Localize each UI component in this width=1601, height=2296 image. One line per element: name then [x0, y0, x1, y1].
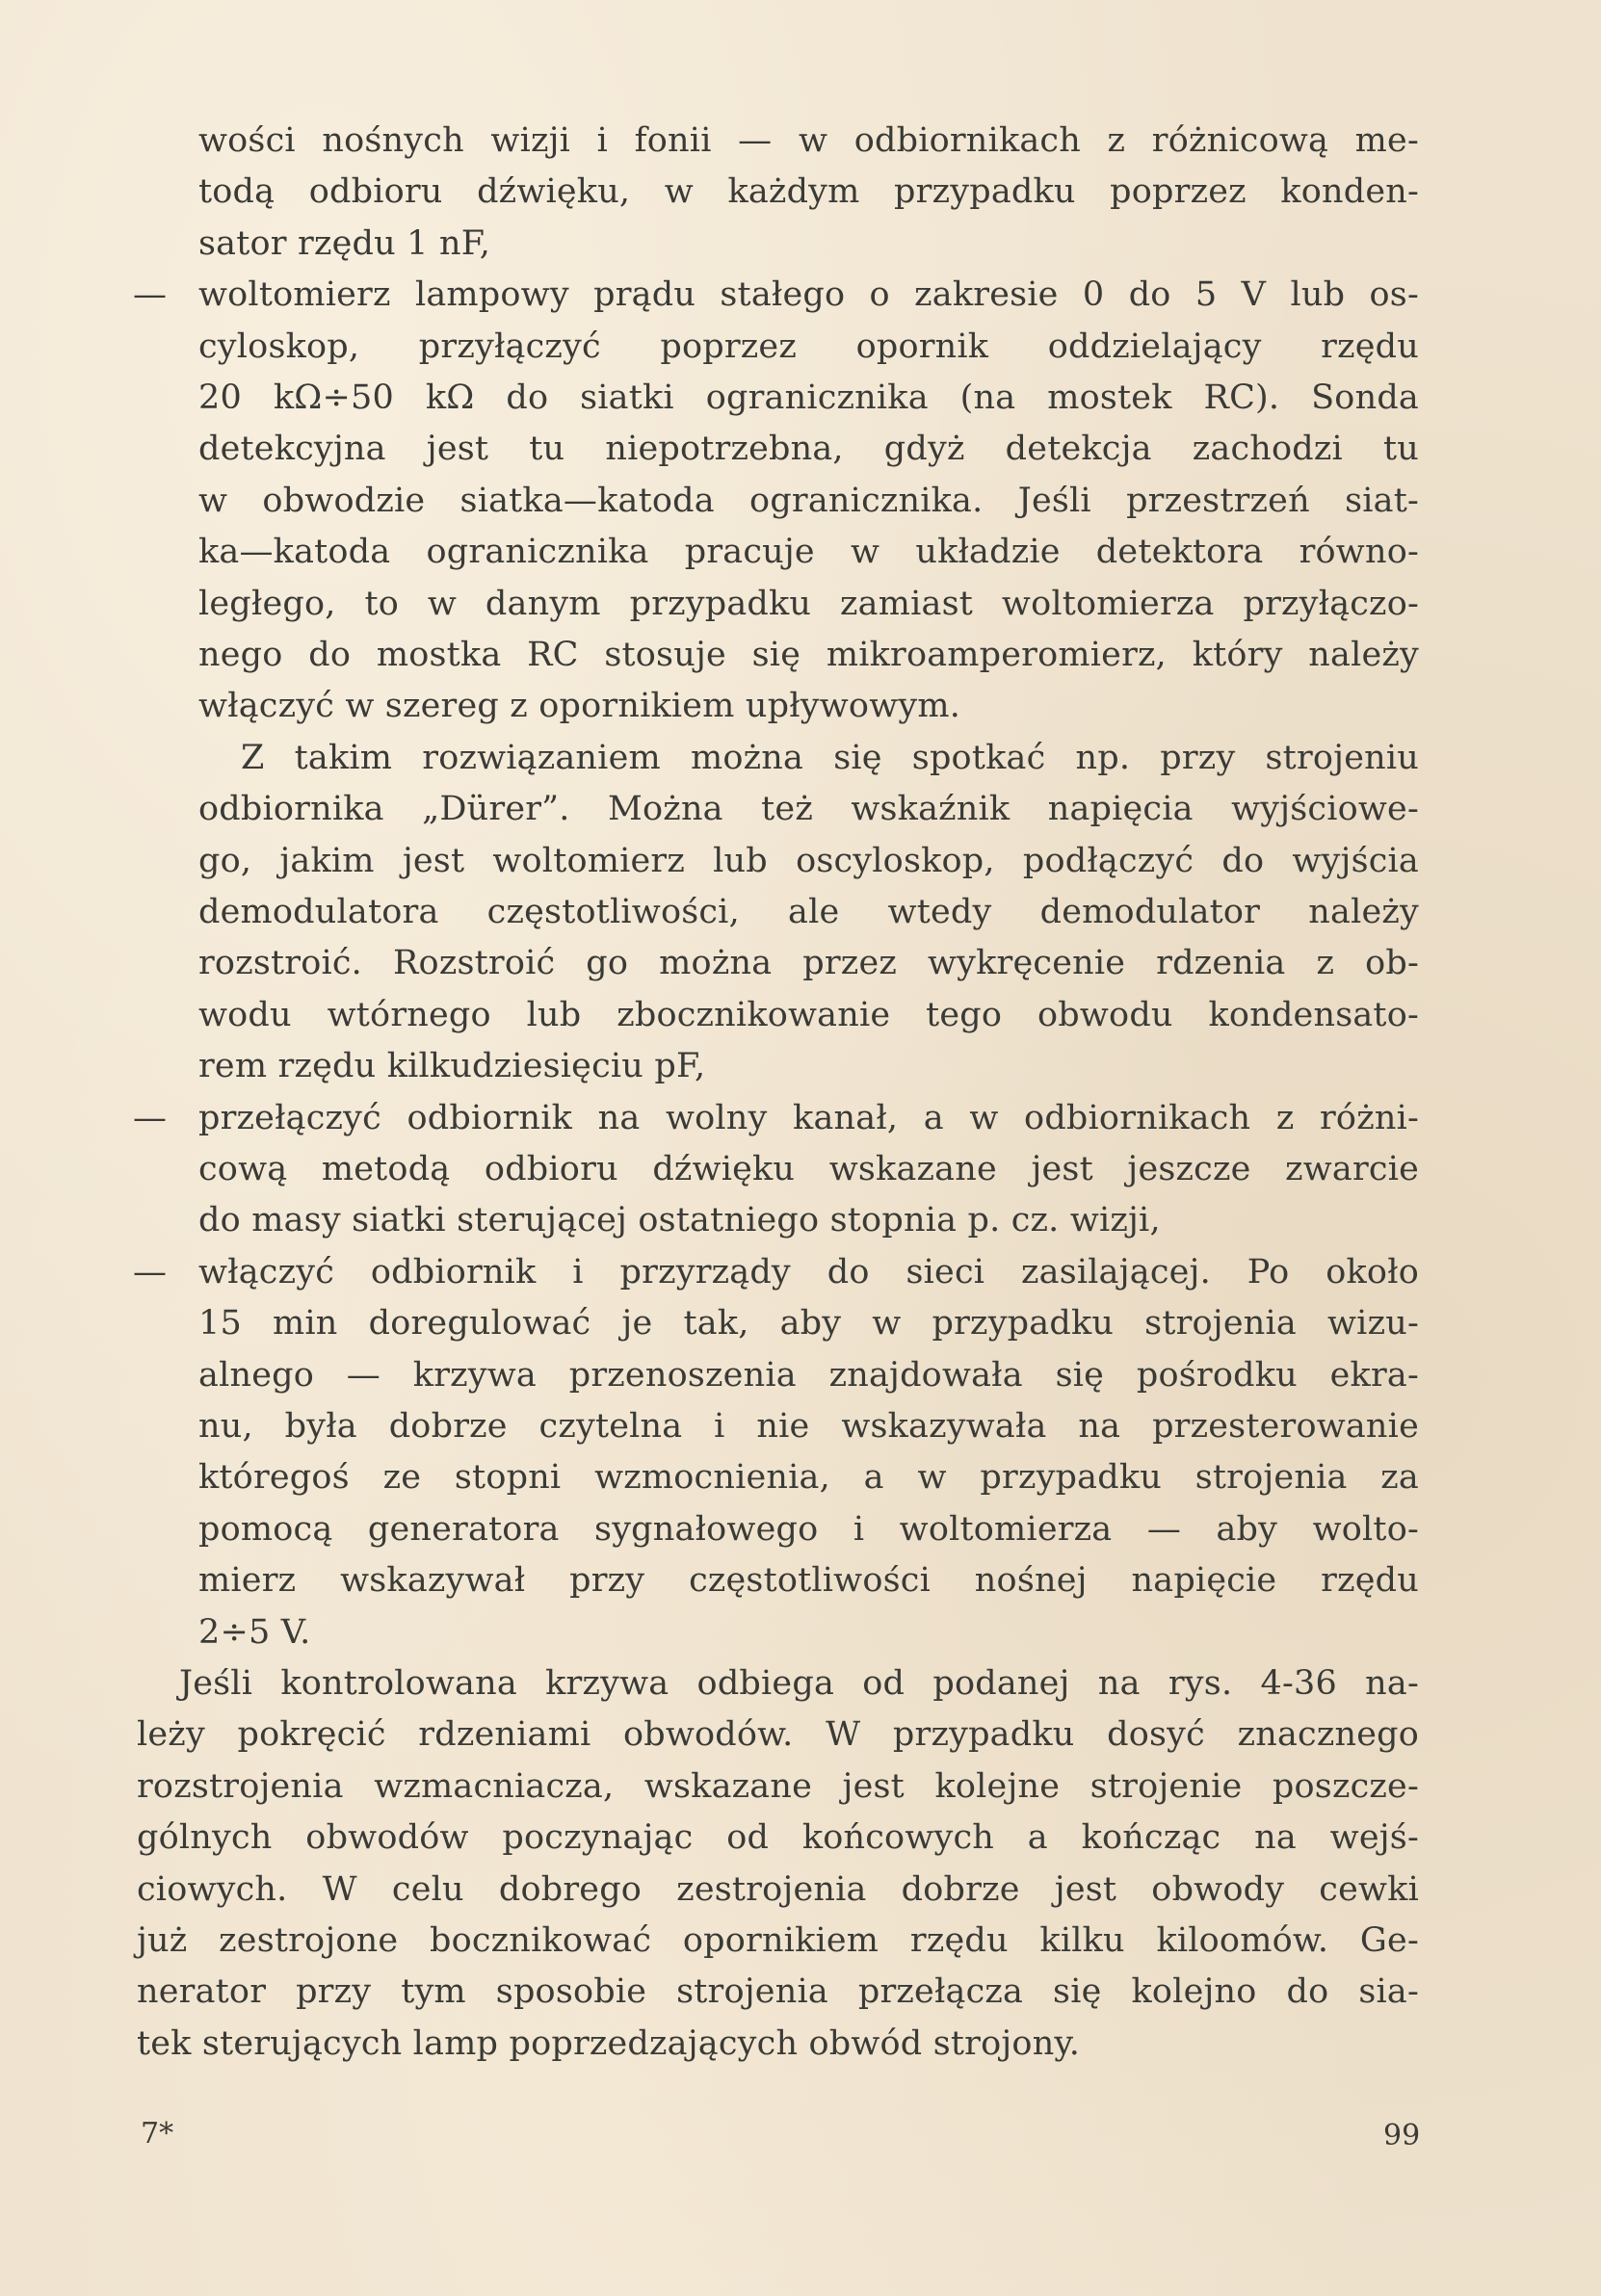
text-line: leży pokręcić rdzeniami obwodów. W przypadku dosyć znacznego [137, 1715, 1419, 1754]
text-line: cyloskop, przyłączyć poprzez opornik oddzielający rzędu [198, 327, 1419, 366]
text-line: któregoś ze stopni wzmocnienia, a w przypadku strojenia za [198, 1458, 1419, 1497]
text-line: nerator przy tym sposobie strojenia przełącza się kolejno do sia- [137, 1972, 1419, 2011]
text-line: cową metodą odbioru dźwięku wskazane jest jeszcze zwarcie [198, 1150, 1419, 1188]
text-line: odbiornika „Dürer”. Można też wskaźnik napięcia wyjściowe- [198, 790, 1419, 828]
text-line: przełączyć odbiornik na wolny kanał, a w odbiornikach z różni- [198, 1099, 1419, 1137]
text-line: do masy siatki sterującej ostatniego stopnia p. cz. wizji, [198, 1201, 1161, 1239]
list-dash: — [133, 1253, 167, 1292]
text-line: sator rzędu 1 nF, [198, 224, 491, 263]
page-number: 99 [1383, 2119, 1421, 2152]
text-line: tek sterujących lamp poprzedzających obwód strojony. [137, 2024, 1081, 2063]
list-dash: — [133, 1099, 167, 1137]
text-line: już zestrojone bocznikować opornikiem rzędu kilku kiloomów. Ge- [137, 1921, 1419, 1960]
text-line: pomocą generatora sygnałowego i woltomierza — aby wolto- [198, 1510, 1419, 1549]
text-line: go, jakim jest woltomierz lub oscyloskop, podłączyć do wyjścia [198, 842, 1419, 880]
signature-mark: 7* [141, 2117, 174, 2151]
text-line: mierz wskazywał przy częstotliwości nośnej napięcie rzędu [198, 1561, 1419, 1600]
text-line: ka—katoda ogranicznika pracuje w układzie detektora równo- [198, 533, 1419, 571]
text-line: nego do mostka RC stosuje się mikroamperomierz, który należy [198, 636, 1419, 674]
text-line: 20 kΩ÷50 kΩ do siatki ogranicznika (na mostek RC). Sonda [198, 378, 1419, 417]
text-line: demodulatora częstotliwości, ale wtedy demodulator należy [198, 893, 1419, 931]
text-line: nu, była dobrze czytelna i nie wskazywała na przesterowanie [198, 1407, 1419, 1446]
text-line: wodu wtórnego lub zbocznikowanie tego obwodu kondensato- [198, 996, 1419, 1034]
text-line: Jeśli kontrolowana krzywa odbiega od podanej na rys. 4-36 na- [179, 1664, 1419, 1703]
text-line: ległego, to w danym przypadku zamiast woltomierza przyłączo- [198, 585, 1419, 623]
text-line: wości nośnych wizji i fonii — w odbiornikach z różnicową me- [198, 121, 1419, 160]
text-line: rem rzędu kilkudziesięciu pF, [198, 1047, 706, 1085]
text-line: rozstroić. Rozstroić go można przez wykręcenie rdzenia z ob- [198, 944, 1419, 982]
list-dash: — [133, 275, 167, 314]
text-line: ciowych. W celu dobrego zestrojenia dobrze jest obwody cewki [137, 1870, 1419, 1909]
text-line: detekcyjna jest tu niepotrzebna, gdyż detekcja zachodzi tu [198, 430, 1419, 468]
text-line: woltomierz lampowy prądu stałego o zakresie 0 do 5 V lub os- [198, 275, 1419, 314]
text-line: włączyć odbiornik i przyrządy do sieci zasilającej. Po około [198, 1253, 1419, 1292]
text-line: alnego — krzywa przenoszenia znajdowała się pośrodku ekra- [198, 1356, 1419, 1395]
text-line: rozstrojenia wzmacniacza, wskazane jest kolejne strojenie poszcze- [137, 1767, 1419, 1806]
text-line: w obwodzie siatka—katoda ogranicznika. Jeśli przestrzeń siat- [198, 482, 1419, 520]
text-line: 15 min doregulować je tak, aby w przypadku strojenia wizu- [198, 1304, 1419, 1343]
text-line: Z takim rozwiązaniem można się spotkać np. przy strojeniu [241, 739, 1419, 777]
text-line: 2÷5 V. [198, 1613, 311, 1652]
text-line: gólnych obwodów poczynając od końcowych a kończąc na wejś- [137, 1818, 1419, 1857]
text-line: todą odbioru dźwięku, w każdym przypadku poprzez konden- [198, 172, 1419, 211]
text-line: włączyć w szereg z opornikiem upływowym. [198, 687, 961, 725]
